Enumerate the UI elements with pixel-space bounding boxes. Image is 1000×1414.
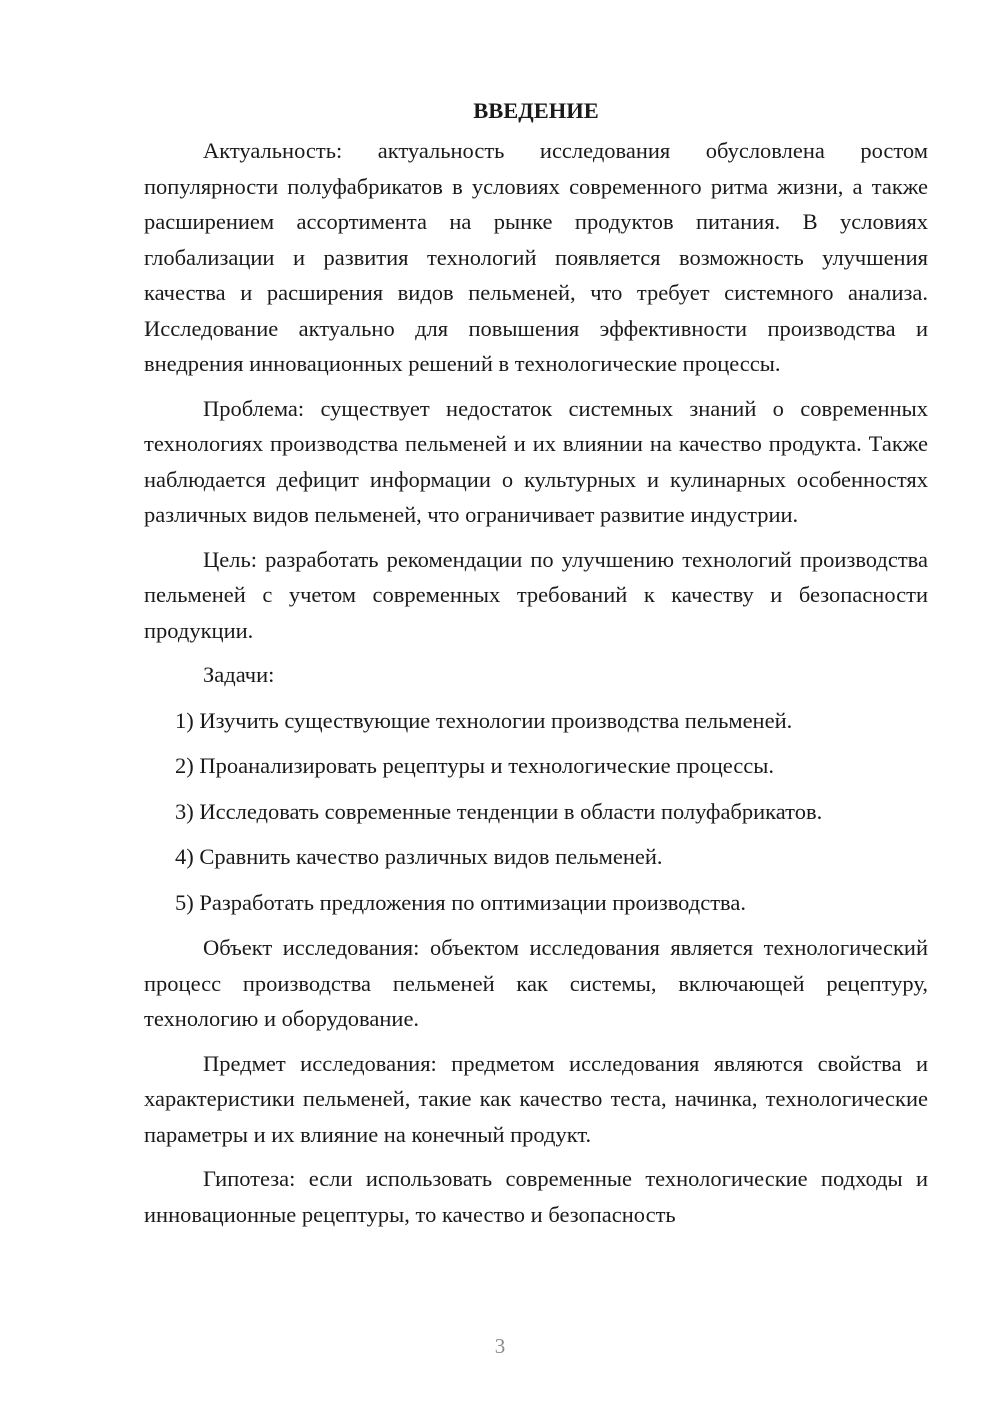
paragraph-relevance: Актуальность: актуальность исследования обусловлена ростом популярности полуфабрикатов в условиях современного ритма жизни, а также расширением ассортимента на рынке продуктов питания. В условиях глобализации и развития технологий появляется возможность улучшения качества и расширения видов пельменей, что требует системного анализа. Исследование актуально для повышения эффективности производства и внедрения инновационных решений в технологические процессы.	[144, 138, 928, 376]
list-item: 3) Исследовать современные тенденции в области полуфабрикатов.	[175, 798, 823, 824]
paragraph-problem: Проблема: существует недостаток системных знаний о современных технологиях производства пельменей и их влиянии на качество продукта. Также наблюдается дефицит информации о культурных и кулинарных особенностях различных видов пельменей, что ограничивает развитие индустрии.	[144, 395, 928, 527]
list-item: 4) Сравнить качество различных видов пельменей.	[175, 844, 663, 869]
page-number: 3	[494, 1334, 506, 1358]
paragraph-goal: Цель: разработать рекомендации по улучшению технологий производства пельменей с учетом современных требований к качеству и безопасности продукции.	[144, 546, 928, 643]
paragraph-hypothesis: Гипотеза: если использовать современные технологические подходы и инновационные рецептуры, то качество и безопасность	[144, 1166, 928, 1227]
list-item: 5) Разработать предложения по оптимизации производства.	[175, 889, 746, 915]
list-item: 2) Проанализировать рецептуры и технологические процессы.	[175, 753, 775, 778]
paragraph-subject: Предмет исследования: предметом исследования являются свойства и характеристики пельменей, такие как качество теста, начинка, технологические параметры и их влияние на конечный продукт.	[144, 1050, 928, 1147]
tasks-heading: Задачи:	[203, 662, 275, 687]
page-content	[144, 96, 928, 1241]
tasks-list	[144, 703, 928, 921]
page-title: ВВЕДЕНИЕ	[473, 98, 599, 123]
paragraph-object: Объект исследования: объектом исследования является технологический процесс производства пельменей как системы, включающей рецептуру, технологию и оборудование.	[144, 935, 928, 1031]
list-item: 1) Изучить существующие технологии производства пельменей.	[175, 707, 793, 733]
